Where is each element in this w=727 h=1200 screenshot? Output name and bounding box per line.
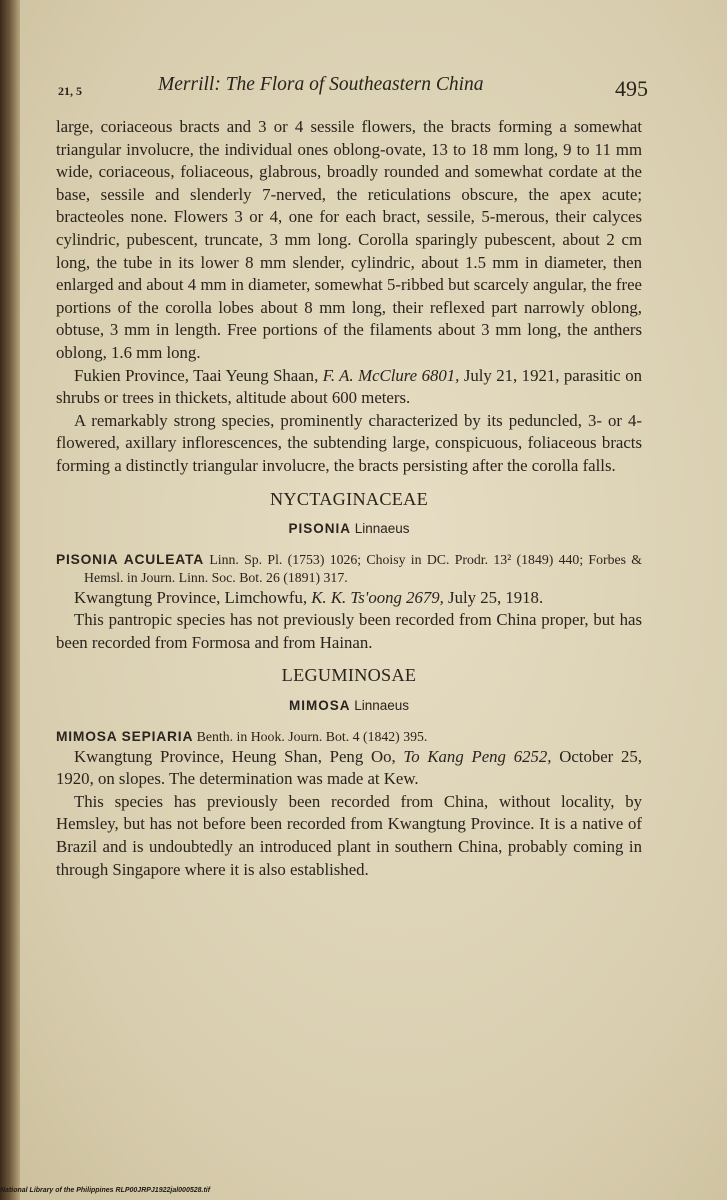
scan-footer: National Library of the Philippines RLP00JRPJ1922jal000528.tif bbox=[0, 1187, 211, 1194]
species-name: PISONIA ACULEATA bbox=[56, 551, 205, 567]
citation-text: Linn. Sp. Pl. (1753) 1026; Choisy in DC. Prodr. 13² (1849) 440; Forbes & Hemsl. in Journ. Linn. Soc. Bot. 26 (1891) 317. bbox=[84, 551, 643, 585]
species-name: MIMOSA SEPIARIA bbox=[56, 728, 194, 744]
genus-author: Linnaeus bbox=[354, 521, 410, 537]
species-citation bbox=[56, 551, 642, 587]
remark-paragraph: This species has previously been recorded from China, without locality, by Hemsley, but has not before been recorded from Kwangtung Province. It is a native of Brazil and is undoubtedly an introduced plant in southern China, probably coming in through Singapore where it is also established. bbox=[56, 791, 642, 879]
remark-paragraph: A remarkably strong species, prominently characterized by its peduncled, 3- or 4-flowered, axillary inflorescences, the subtending large, conspicuous, foliaceous bracts forming a distinctly triangular involucre, the bracts persisting after the corolla falls. bbox=[56, 410, 642, 475]
specimen-paragraph bbox=[56, 746, 642, 791]
book-spine-shadow bbox=[0, 0, 20, 1200]
specimen-date: July 25, 1918. bbox=[448, 587, 544, 607]
specimen-locality: Kwangtung Province, Heung Shan, Peng Oo, bbox=[74, 746, 396, 766]
description-paragraph: large, coriaceous bracts and 3 or 4 sessile flowers, the bracts forming a somewhat triangular involucre, the individual ones oblong-ovate, 13 to 18 mm long, 9 to 11 mm wide, coriaceous, foliaceous, glabrous, broadly rounded and somewhat cordate at the base, sessile and slenderly 7-nerved, the reticulations obscure, the apex acute; bracteoles none. Flowers 3 or 4, one for each bract, sessile, 5-merous, their calyces cylindric, pubescent, truncate, 3 mm long. Corolla sparingly pubescent, about 2 cm long, the tube in its lower 8 mm slender, cylindric, about 1.5 mm in diameter, then enlarged and about 4 mm in diameter, somewhat 5-ribbed but scarcely angular, the free portions of the corolla lobes about 8 mm long, their reflexed part narrowly oblong, obtuse, 3 mm in length. Free portions of the filaments about 3 mm long, the anthers oblong, 1.6 mm long. bbox=[56, 117, 642, 362]
specimen-details: October 25, 1920, on slopes. The determination was made at Kew. bbox=[56, 746, 642, 789]
genus-author: Linnaeus bbox=[354, 698, 410, 714]
specimen-paragraph bbox=[56, 587, 642, 610]
species-citation bbox=[56, 728, 642, 746]
remark-paragraph: This pantropic species has not previously been recorded from China proper, but has been recorded from Formosa and from Hainan. bbox=[56, 610, 642, 652]
family-heading-nyctaginaceae: NYCTAGINACEAE bbox=[269, 488, 429, 509]
running-title: Merrill: The Flora of Southeastern China bbox=[158, 74, 484, 95]
genus-name: PISONIA bbox=[288, 521, 351, 537]
genus-heading-pisonia bbox=[56, 518, 642, 541]
specimen-collector: To Kang Peng 6252, bbox=[403, 746, 552, 766]
specimen-locality: Fukien Province, Taai Yeung Shaan, bbox=[74, 365, 319, 385]
family-heading-leguminosae: LEGUMINOSAE bbox=[281, 665, 417, 686]
specimen-collector: K. K. Ts'oong 2679, bbox=[311, 587, 444, 607]
genus-name: MIMOSA bbox=[288, 698, 351, 714]
running-header bbox=[58, 72, 648, 112]
genus-heading-mimosa bbox=[56, 695, 642, 718]
volume-reference: 21, 5 bbox=[58, 84, 82, 98]
page-body bbox=[56, 116, 642, 881]
specimen-paragraph bbox=[56, 365, 642, 410]
page-number: 495 bbox=[615, 76, 648, 101]
specimen-details: July 21, 1921, parasitic on shrubs or trees in thickets, altitude about 600 meters. bbox=[56, 365, 642, 408]
citation-text: Benth. in Hook. Journ. Bot. 4 (1842) 395. bbox=[196, 728, 428, 744]
specimen-locality: Kwangtung Province, Limchowfu, bbox=[74, 587, 308, 607]
specimen-collector: F. A. McClure 6801, bbox=[322, 365, 460, 385]
